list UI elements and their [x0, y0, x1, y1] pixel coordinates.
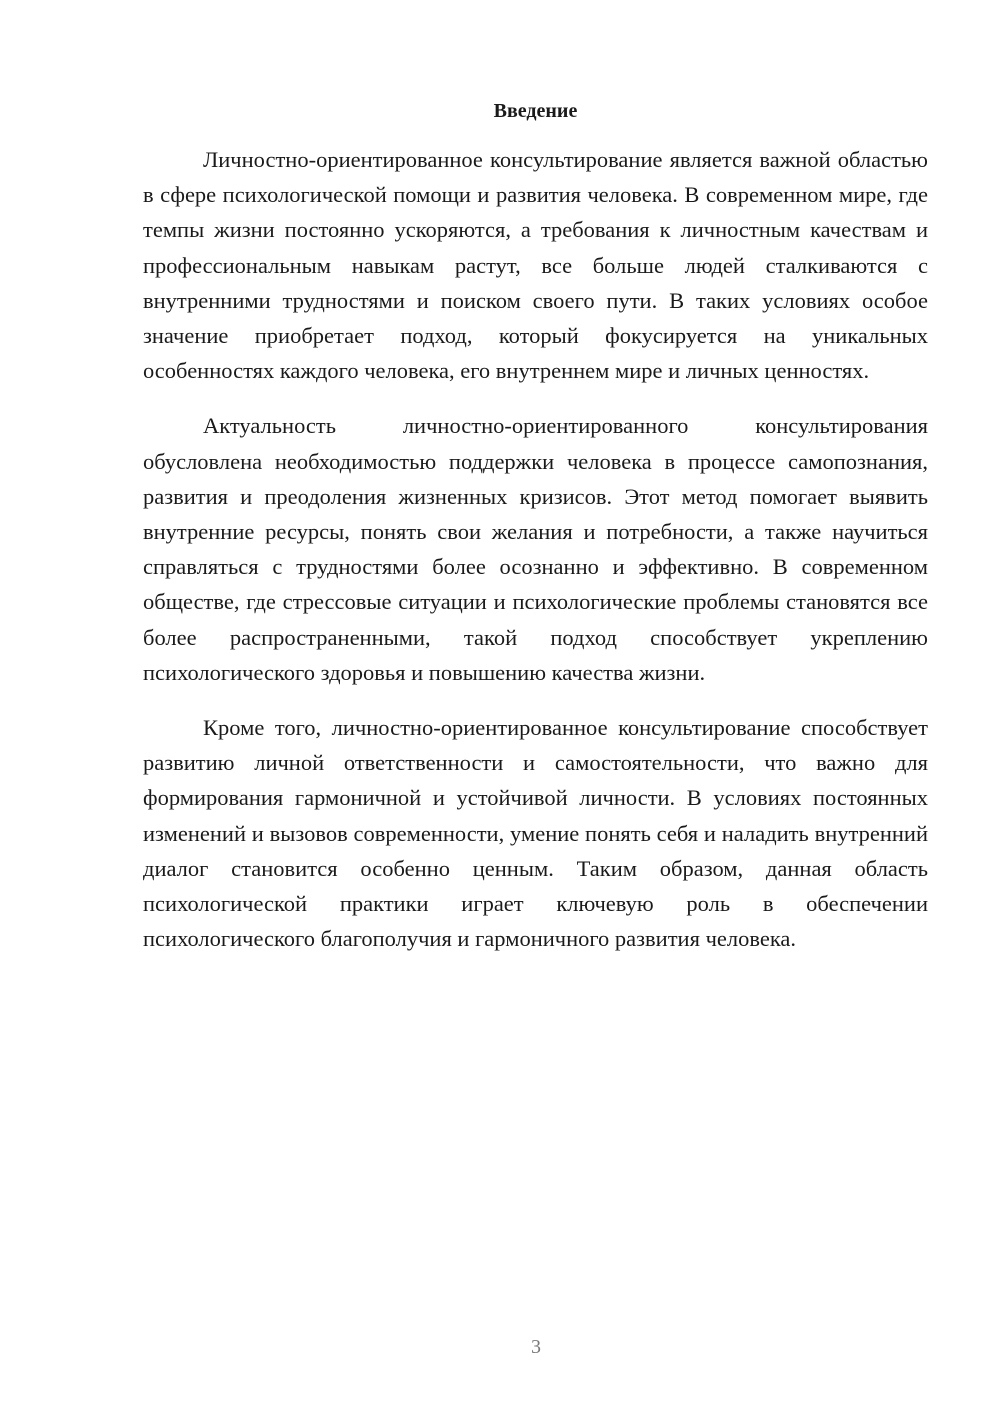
body-text [143, 142, 928, 976]
paragraph-2: Актуальность личностно-ориентированного консультирования обусловлена необходимостью поддержки человека в процессе самопознания, развития и преодоления жизненных кризисов. Этот метод помогает выявить внутренние ресурсы, понять свои желания и потребности, а также научиться справляться с трудностями более осознанно и эффективно. В современном обществе, где стрессовые ситуации и психологические проблемы становятся все более распространенными, такой подход способствует укреплению психологического здоровья и повышению качества жизни. [143, 413, 928, 685]
page-number: 3 [531, 1336, 541, 1358]
paragraph-1: Личностно-ориентированное консультирование является важной областью в сфере психологической помощи и развития человека. В современном мире, где темпы жизни постоянно ускоряются, а требования к личностным качествам и профессиональным навыкам растут, все больше людей сталкиваются с внутренними трудностями и поиском своего пути. В таких условиях особое значение приобретает подход, который фокусируется на уникальных особенностях каждого человека, его внутреннем мире и личных ценностях. [143, 147, 928, 384]
section-heading: Введение [493, 100, 578, 122]
paragraph-3: Кроме того, личностно-ориентированное консультирование способствует развитию личной ответственности и самостоятельности, что важно для формирования гармоничной и устойчивой личности. В условиях постоянных изменений и вызовов современности, умение понять себя и наладить внутренний диалог становится особенно ценным. Таким образом, данная область психологической практики играет ключевую роль в обеспечении психологического благополучия и гармоничного развития человека. [143, 715, 928, 952]
